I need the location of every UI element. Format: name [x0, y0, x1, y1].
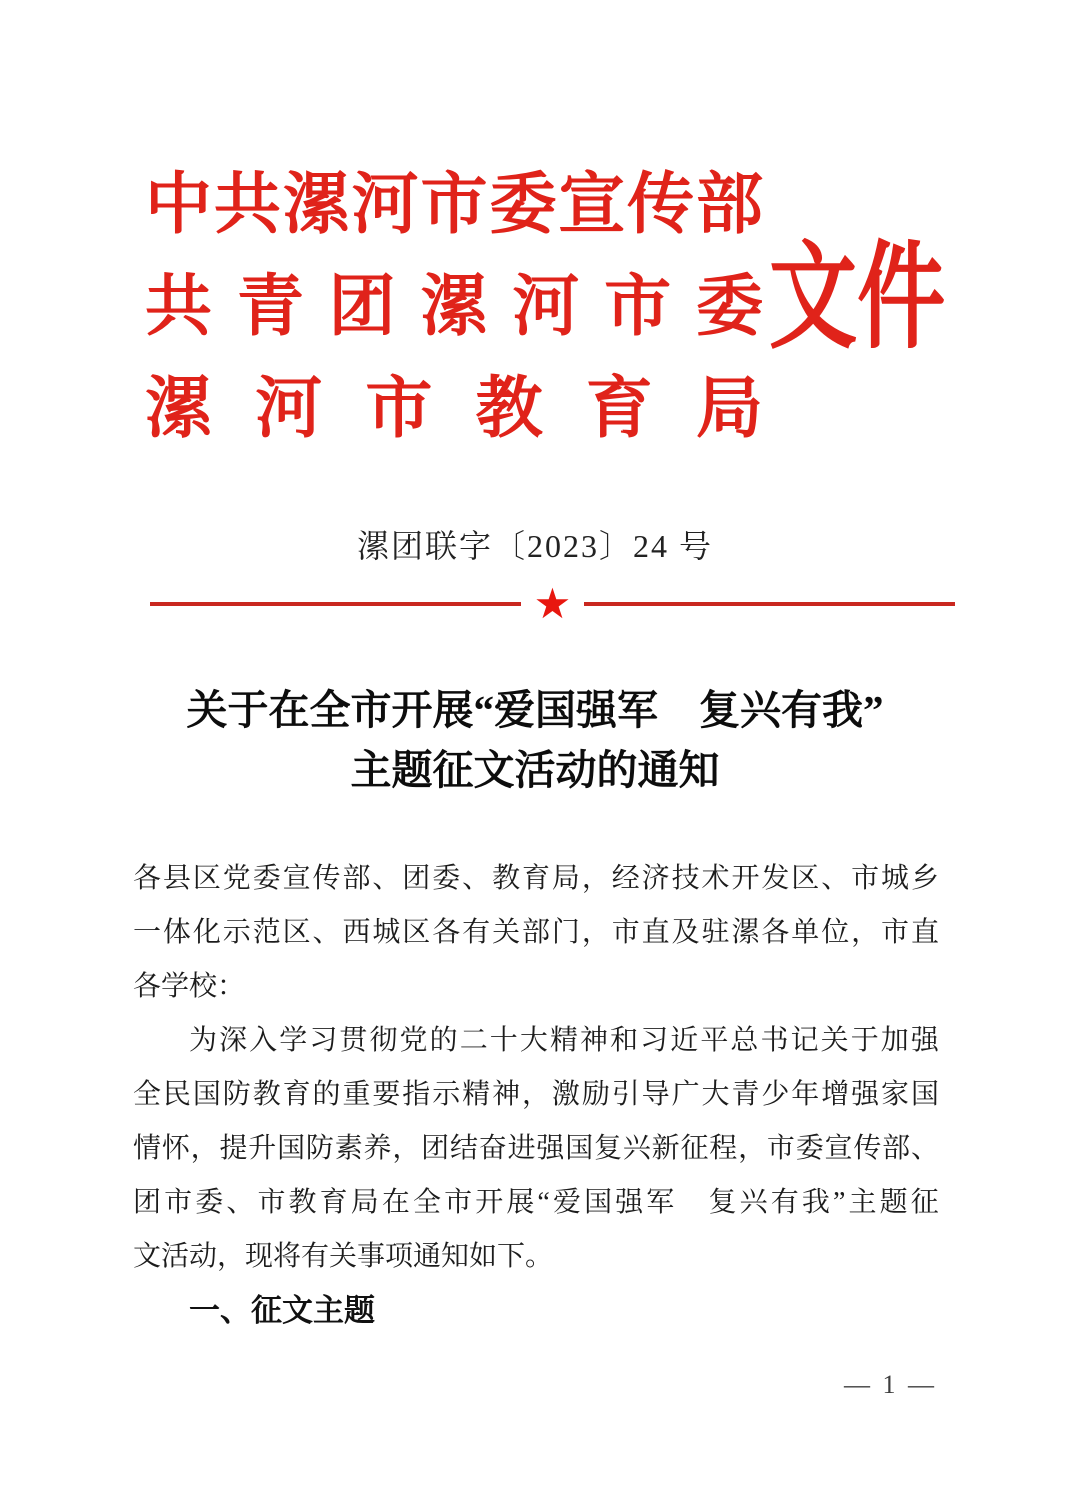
- body-line: 一 体 化 示 范 区 、 西 城 区 各 有 关 部 门 ， 市 直 及 驻 漯 各 单 位 ， 市 直: [133, 917, 939, 948]
- section-heading: 一、征文主题: [189, 1293, 375, 1328]
- title-line-1: 关于在全市开展“爱国强军 复兴有我”: [186, 687, 884, 733]
- star-icon: ★: [533, 579, 572, 628]
- issuer-line-youth-league: 共 青 团 漯 河 市 委: [145, 270, 763, 344]
- body-line: 情 怀 ， 提 升 国 防 素 养 ， 团 结 奋 进 强 国 复 兴 新 征 程 ， 市 委 宣 传 部 、: [133, 1133, 939, 1164]
- doc-type-label: 文件: [769, 235, 946, 363]
- document-body: [133, 852, 939, 1338]
- body-line: 团 市 委 、 市 教 育 局 在 全 市 开 展 “ 爱 国 强 军 复 兴 有 我 ” 主 题 征: [133, 1187, 939, 1218]
- body-line: 全 民 国 防 教 育 的 重 要 指 示 精 神 ， 激 励 引 导 广 大 青 少 年 增 强 家 国: [133, 1079, 939, 1110]
- letterhead: [145, 148, 955, 454]
- document-title: [0, 680, 1070, 800]
- body-line: 文活动，现将有关事项通知如下。: [133, 1241, 554, 1272]
- issuer-line-propaganda-dept: 中 共 漯 河 市 委 宣 传 部: [145, 168, 763, 242]
- divider-line-right: [584, 602, 955, 606]
- title-line-2: 主题征文活动的通知: [350, 747, 720, 793]
- issuer-lines: [145, 148, 763, 454]
- body-line: 各 县 区 党 委 宣 传 部 、 团 委 、 教 育 局 ， 经 济 技 术 开 发 区 、 市 城 乡: [133, 863, 939, 894]
- issuer-line-education-bureau: 漯 河 市 教 育 局: [145, 372, 763, 446]
- header-divider: [150, 579, 955, 628]
- divider-line-left: [150, 602, 521, 606]
- page-number: — 1 —: [844, 1370, 937, 1399]
- doc-number: 漯团联字〔2023〕24 号: [356, 528, 713, 564]
- body-line: 各学校：: [133, 971, 246, 1002]
- body-line: 为 深 入 学 习 贯 彻 党 的 二 十 大 精 神 和 习 近 平 总 书 记 关 于 加 强: [189, 1025, 939, 1056]
